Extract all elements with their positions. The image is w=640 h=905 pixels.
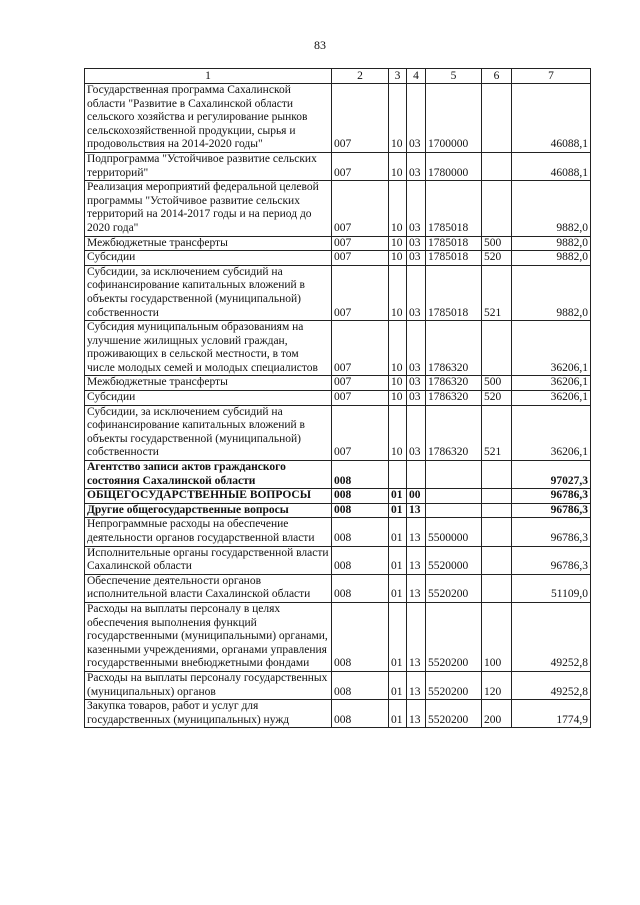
table-row <box>85 546 591 574</box>
row-target-article-cell: 1786320 <box>426 376 482 391</box>
row-amount-cell: 36206,1 <box>512 376 591 391</box>
row-target-article-cell: 5520000 <box>426 546 482 574</box>
table-row <box>85 461 591 489</box>
row-name-cell: Исполнительные органы государственной власти Сахалинской области <box>85 546 332 574</box>
row-subsection-cell: 03 <box>407 321 426 376</box>
row-expense-type-cell <box>482 321 512 376</box>
row-expense-type-cell <box>482 461 512 489</box>
row-name-cell: Реализация мероприятий федеральной целевой программы "Устойчивое развитие сельских территорий на 2014-2017 годы и на период до 2020 года" <box>85 181 332 236</box>
row-expense-type-cell <box>482 152 512 180</box>
row-subsection-cell: 03 <box>407 251 426 266</box>
table-row <box>85 152 591 180</box>
row-section-cell: 01 <box>389 671 407 699</box>
row-admin-code-cell: 008 <box>332 503 389 518</box>
row-amount-cell: 46088,1 <box>512 84 591 153</box>
table-row <box>85 251 591 266</box>
table-row <box>85 391 591 406</box>
table-row <box>85 405 591 460</box>
row-target-article-cell: 1785018 <box>426 251 482 266</box>
table-row <box>85 574 591 602</box>
row-name-cell: ОБЩЕГОСУДАРСТВЕННЫЕ ВОПРОСЫ <box>85 489 332 504</box>
row-name-cell: Межбюджетные трансферты <box>85 376 332 391</box>
row-target-article-cell: 5520200 <box>426 700 482 728</box>
row-admin-code-cell: 008 <box>332 700 389 728</box>
row-expense-type-cell: 521 <box>482 405 512 460</box>
table-row <box>85 265 591 320</box>
row-name-cell: Непрограммные расходы на обеспечение деятельности органов государственной власти <box>85 518 332 546</box>
row-subsection-cell: 03 <box>407 236 426 251</box>
row-admin-code-cell: 008 <box>332 489 389 504</box>
row-admin-code-cell: 007 <box>332 405 389 460</box>
table-row <box>85 518 591 546</box>
row-subsection-cell: 03 <box>407 152 426 180</box>
row-amount-cell: 46088,1 <box>512 152 591 180</box>
row-section-cell: 10 <box>389 251 407 266</box>
row-target-article-cell: 1785018 <box>426 181 482 236</box>
row-name-cell: Расходы на выплаты персоналу государственных (муниципальных) органов <box>85 671 332 699</box>
row-section-cell: 01 <box>389 574 407 602</box>
row-name-cell: Межбюджетные трансферты <box>85 236 332 251</box>
row-target-article-cell <box>426 461 482 489</box>
row-amount-cell: 96786,3 <box>512 546 591 574</box>
row-expense-type-cell: 500 <box>482 376 512 391</box>
budget-table <box>84 68 591 728</box>
page-number: 83 <box>314 38 326 52</box>
row-name-cell: Расходы на выплаты персоналу в целях обеспечения выполнения функций государственными (муниципальными) органами, казенными учреждениями, органами управления государственными внебюджетными фондами <box>85 602 332 671</box>
row-admin-code-cell: 008 <box>332 546 389 574</box>
row-subsection-cell: 03 <box>407 405 426 460</box>
row-subsection-cell: 13 <box>407 574 426 602</box>
row-name-cell: Субсидии, за исключением субсидий на софинансирование капитальных вложений в объекты государственной (муниципальной) собственности <box>85 265 332 320</box>
row-section-cell: 10 <box>389 236 407 251</box>
row-admin-code-cell: 008 <box>332 671 389 699</box>
row-admin-code-cell: 007 <box>332 236 389 251</box>
row-subsection-cell: 03 <box>407 376 426 391</box>
row-admin-code-cell: 007 <box>332 152 389 180</box>
header-cell-6: 6 <box>482 69 512 84</box>
row-section-cell: 01 <box>389 503 407 518</box>
row-subsection-cell: 13 <box>407 503 426 518</box>
row-admin-code-cell: 007 <box>332 265 389 320</box>
row-expense-type-cell: 120 <box>482 671 512 699</box>
row-name-cell: Субсидии <box>85 251 332 266</box>
row-expense-type-cell: 521 <box>482 265 512 320</box>
row-name-cell: Агентство записи актов гражданского состояния Сахалинской области <box>85 461 332 489</box>
row-amount-cell: 96786,3 <box>512 503 591 518</box>
row-section-cell: 01 <box>389 546 407 574</box>
row-section-cell: 10 <box>389 84 407 153</box>
table-row <box>85 181 591 236</box>
row-amount-cell: 9882,0 <box>512 236 591 251</box>
row-amount-cell: 49252,8 <box>512 602 591 671</box>
row-amount-cell: 36206,1 <box>512 321 591 376</box>
row-expense-type-cell <box>482 503 512 518</box>
row-subsection-cell: 03 <box>407 265 426 320</box>
row-expense-type-cell <box>482 574 512 602</box>
row-section-cell: 10 <box>389 265 407 320</box>
row-target-article-cell: 1785018 <box>426 236 482 251</box>
header-cell-4: 4 <box>407 69 426 84</box>
row-section-cell: 10 <box>389 181 407 236</box>
row-admin-code-cell: 007 <box>332 376 389 391</box>
row-target-article-cell: 1786320 <box>426 321 482 376</box>
row-amount-cell: 1774,9 <box>512 700 591 728</box>
row-amount-cell: 51109,0 <box>512 574 591 602</box>
row-subsection-cell: 13 <box>407 671 426 699</box>
row-section-cell: 10 <box>389 405 407 460</box>
table-row <box>85 236 591 251</box>
row-expense-type-cell: 520 <box>482 391 512 406</box>
row-amount-cell: 96786,3 <box>512 518 591 546</box>
row-section-cell: 01 <box>389 700 407 728</box>
row-expense-type-cell <box>482 84 512 153</box>
row-section-cell: 10 <box>389 391 407 406</box>
row-expense-type-cell: 100 <box>482 602 512 671</box>
row-target-article-cell: 1780000 <box>426 152 482 180</box>
header-cell-1: 1 <box>85 69 332 84</box>
header-cell-7: 7 <box>512 69 591 84</box>
row-expense-type-cell: 200 <box>482 700 512 728</box>
row-name-cell: Государственная программа Сахалинской области "Развитие в Сахалинской области сельского хозяйства и регулирование рынков сельскохозяйственной продукции, сырья и продовольствия на 2014-2020 годы" <box>85 84 332 153</box>
row-target-article-cell <box>426 489 482 504</box>
row-name-cell: Субсидия муниципальным образованиям на улучшение жилищных условий граждан, проживающих в сельской местности, в том числе молодых семей и молодых специалистов <box>85 321 332 376</box>
table-row <box>85 602 591 671</box>
row-expense-type-cell <box>482 546 512 574</box>
row-admin-code-cell: 008 <box>332 602 389 671</box>
row-name-cell: Субсидии <box>85 391 332 406</box>
header-cell-3: 3 <box>389 69 407 84</box>
row-subsection-cell: 13 <box>407 700 426 728</box>
row-target-article-cell: 5500000 <box>426 518 482 546</box>
row-admin-code-cell: 008 <box>332 574 389 602</box>
row-subsection-cell: 03 <box>407 391 426 406</box>
row-expense-type-cell <box>482 181 512 236</box>
row-admin-code-cell: 007 <box>332 84 389 153</box>
row-subsection-cell: 00 <box>407 489 426 504</box>
table-row <box>85 503 591 518</box>
row-section-cell <box>389 461 407 489</box>
row-admin-code-cell: 007 <box>332 251 389 266</box>
header-row <box>85 69 591 84</box>
row-name-cell: Субсидии, за исключением субсидий на софинансирование капитальных вложений в объекты государственной (муниципальной) собственности <box>85 405 332 460</box>
header-cell-5: 5 <box>426 69 482 84</box>
row-target-article-cell: 1786320 <box>426 391 482 406</box>
row-amount-cell: 9882,0 <box>512 181 591 236</box>
table-row <box>85 321 591 376</box>
row-expense-type-cell <box>482 518 512 546</box>
row-admin-code-cell: 007 <box>332 321 389 376</box>
row-section-cell: 10 <box>389 321 407 376</box>
row-amount-cell: 36206,1 <box>512 405 591 460</box>
row-subsection-cell <box>407 461 426 489</box>
row-section-cell: 01 <box>389 518 407 546</box>
row-section-cell: 10 <box>389 376 407 391</box>
row-subsection-cell: 13 <box>407 546 426 574</box>
row-name-cell: Закупка товаров, работ и услуг для государственных (муниципальных) нужд <box>85 700 332 728</box>
row-subsection-cell: 03 <box>407 181 426 236</box>
table-row <box>85 84 591 153</box>
row-expense-type-cell: 520 <box>482 251 512 266</box>
row-amount-cell: 36206,1 <box>512 391 591 406</box>
row-target-article-cell: 5520200 <box>426 574 482 602</box>
row-admin-code-cell: 008 <box>332 518 389 546</box>
header-cell-2: 2 <box>332 69 389 84</box>
row-name-cell: Обеспечение деятельности органов исполнительной власти Сахалинской области <box>85 574 332 602</box>
row-name-cell: Подпрограмма "Устойчивое развитие сельских территорий" <box>85 152 332 180</box>
row-section-cell: 01 <box>389 489 407 504</box>
table-row <box>85 376 591 391</box>
row-name-cell: Другие общегосударственные вопросы <box>85 503 332 518</box>
table-row <box>85 671 591 699</box>
row-amount-cell: 9882,0 <box>512 265 591 320</box>
row-target-article-cell: 1785018 <box>426 265 482 320</box>
row-expense-type-cell: 500 <box>482 236 512 251</box>
row-admin-code-cell: 008 <box>332 461 389 489</box>
row-subsection-cell: 13 <box>407 518 426 546</box>
row-amount-cell: 96786,3 <box>512 489 591 504</box>
row-amount-cell: 9882,0 <box>512 251 591 266</box>
row-subsection-cell: 13 <box>407 602 426 671</box>
row-target-article-cell: 5520200 <box>426 602 482 671</box>
row-amount-cell: 97027,3 <box>512 461 591 489</box>
row-admin-code-cell: 007 <box>332 181 389 236</box>
table-row <box>85 489 591 504</box>
table-row <box>85 700 591 728</box>
row-subsection-cell: 03 <box>407 84 426 153</box>
row-expense-type-cell <box>482 489 512 504</box>
row-target-article-cell: 5520200 <box>426 671 482 699</box>
row-amount-cell: 49252,8 <box>512 671 591 699</box>
row-section-cell: 01 <box>389 602 407 671</box>
row-admin-code-cell: 007 <box>332 391 389 406</box>
row-target-article-cell: 1786320 <box>426 405 482 460</box>
row-section-cell: 10 <box>389 152 407 180</box>
row-target-article-cell: 1700000 <box>426 84 482 153</box>
row-target-article-cell <box>426 503 482 518</box>
